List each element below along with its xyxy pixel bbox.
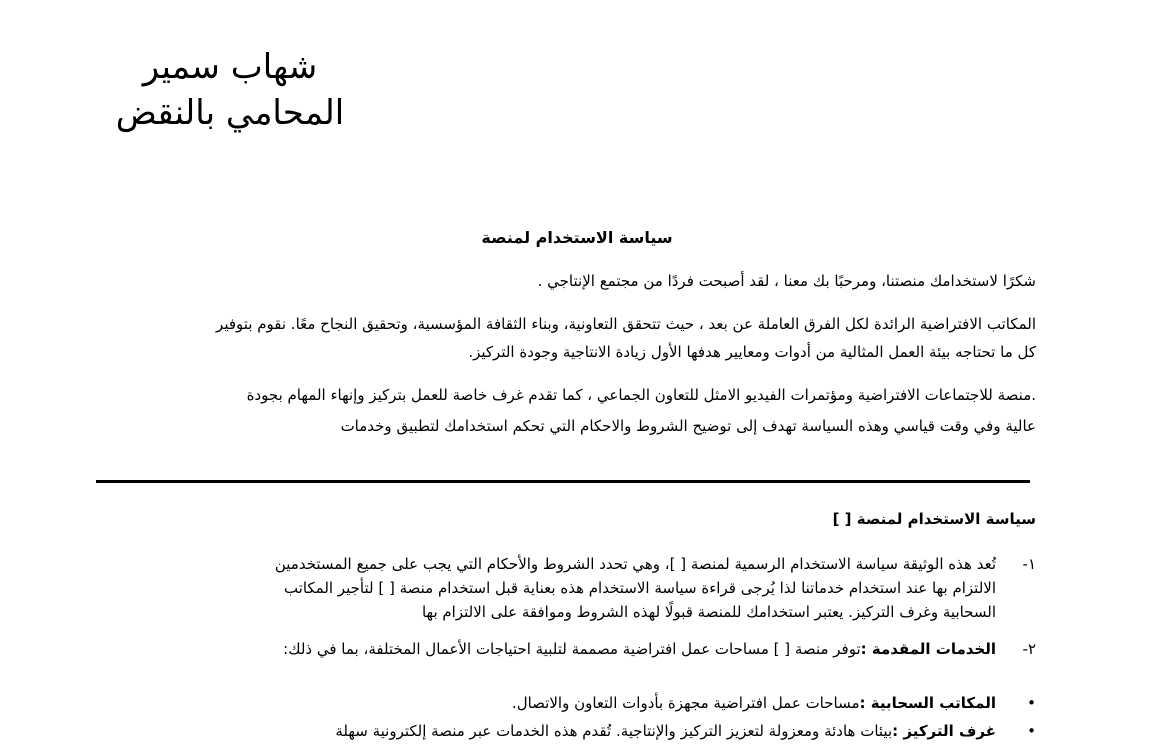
item-2-bold-label: الخدمات المقدمة :: [860, 640, 996, 658]
bullet-1-bold-label: المكاتب السحابية :: [859, 694, 996, 712]
author-title: المحامي بالنقض: [115, 93, 345, 133]
item-1-line-2: الالتزام بها عند استخدام خدماتنا لذا يُرجى قراءة سياسة الاستخدام هذه بعناية قبل استخدام منصة [ ] لتأجير المكاتب: [283, 579, 996, 597]
intro-paragraph-3-line-2: عالية وفي وقت قياسي وهذه السياسة تهدف إلى توضيح الشروط والاحكام التي تحكم استخدامك لتطبيق وخدمات: [340, 417, 1036, 435]
item-2-number: ٢-: [1022, 640, 1036, 658]
bullet-2-icon: •: [1027, 722, 1036, 740]
document-title: سياسة الاستخدام لمنصة: [481, 228, 673, 247]
item-1-line-1: تُعد هذه الوثيقة سياسة الاستخدام الرسمية لمنصة [ ]، وهي تحدد الشروط والأحكام التي يجب على جميع المستخدمين: [274, 555, 996, 573]
section-title: سياسة الاستخدام لمنصة [ ]: [832, 510, 1036, 528]
item-1-line-3: السحابية وغرف التركيز. يعتبر استخدامك للمنصة قبولًا لهذه الشروط وموافقة على الالتزام بها: [421, 603, 996, 621]
intro-paragraph-3-line-1: .منصة للاجتماعات الافتراضية ومؤتمرات الفيديو الامثل للتعاون الجماعي ، كما تقدم غرف خاصة للعمل بتركيز وإنهاء المهام بجودة: [246, 386, 1036, 404]
bullet-2-text: [100, 720, 996, 743]
bullet-2-bold-label: غرف التركيز :: [892, 722, 996, 740]
item-1-number: ١-: [1022, 555, 1036, 573]
intro-paragraph-1: شكرًا لاستخدامك منصتنا، ومرحبًا بك معنا ، لقد أصبحت فردًا من مجتمع الإنتاجي .: [537, 272, 1036, 290]
item-2-text: [100, 638, 996, 661]
bullet-1-text: [100, 692, 996, 715]
intro-paragraph-2-line-1: المكاتب الافتراضية الرائدة لكل الفرق العاملة عن بعد ، حيث تتحقق التعاونية، وبناء الثقافة المؤسسية، وتحقيق النجاح معًا. نقوم بتوفير: [216, 315, 1036, 333]
author-name: شهاب سمير: [142, 47, 318, 87]
item-2-body: توفر منصة [ ] مساحات عمل افتراضية مصممة لتلبية احتياجات الأعمال المختلفة، بما في ذلك:: [283, 640, 861, 658]
bullet-1-body: مساحات عمل افتراضية مجهزة بأدوات التعاون والاتصال.: [511, 694, 860, 712]
intro-paragraph-2-line-2: كل ما تحتاجه بيئة العمل المثالية من أدوات ومعايير هدفها الأول زيادة الانتاجية وجودة التركيز.: [468, 343, 1036, 361]
bullet-2-body: بيئات هادئة ومعزولة لتعزيز التركيز والإنتاجية. تُقدم هذه الخدمات عبر منصة إلكترونية سهلة: [335, 722, 893, 740]
bullet-1-icon: •: [1027, 694, 1036, 712]
horizontal-divider: [96, 480, 1030, 483]
